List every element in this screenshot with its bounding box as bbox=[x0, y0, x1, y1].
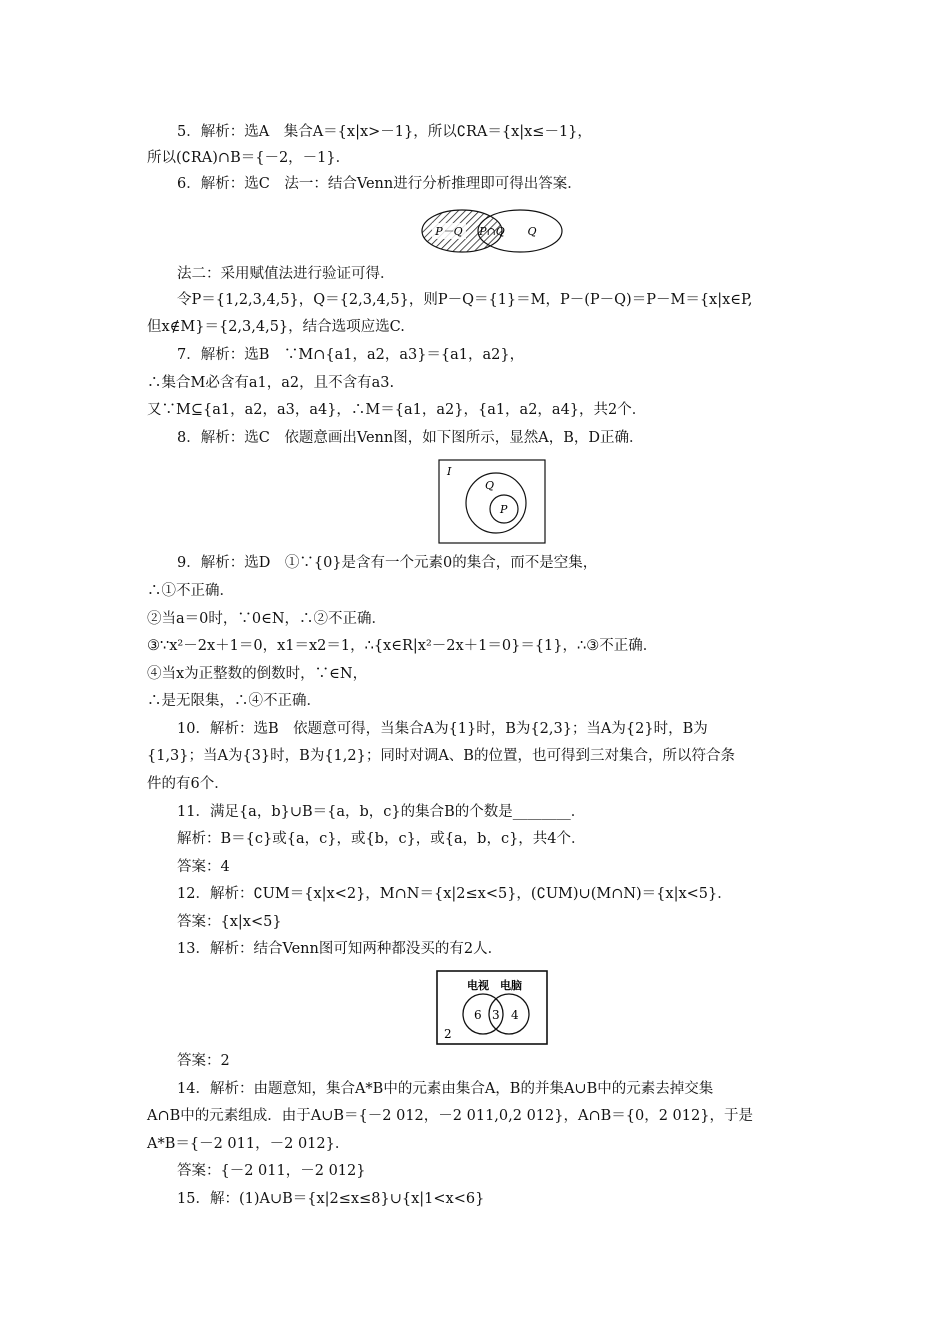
label-inner-set: P bbox=[500, 503, 508, 516]
text-line: 令P＝{1,2,3,4,5}，Q＝{2,3,4,5}，则P－Q＝{1}＝M，P－(P－Q)＝P－M＝{x|x∈P, bbox=[177, 292, 753, 308]
text-line: 所以(∁RA)∩B＝{－2，－1}． bbox=[147, 150, 351, 166]
count-both: 3 bbox=[492, 1008, 500, 1022]
label-p-minus-q: P－Q bbox=[435, 225, 463, 238]
text-line: 答案：{－2 011，－2 012} bbox=[177, 1163, 366, 1179]
text-line: ③∵x²－2x＋1＝0，x1＝x2＝1，∴{x∈R|x²－2x＋1＝0}＝{1}，∴③不正确． bbox=[147, 638, 658, 654]
text-line: 9．解析：选D ①∵{0}是含有一个元素0的集合，而不是空集， bbox=[177, 555, 598, 571]
text-line: 答案：{x|x<5} bbox=[177, 914, 282, 930]
venn-diagram-2 bbox=[438, 459, 546, 544]
text-line: 10．解析：选B 依题意可得，当集合A为{1}时，B为{2,3}；当A为{2}时，B为 bbox=[177, 721, 708, 737]
text-line: 答案：2 bbox=[177, 1053, 230, 1069]
count-neither: 2 bbox=[444, 1027, 452, 1041]
text-line: 14．解析：由题意知，集合A*B中的元素由集合A，B的并集A∪B中的元素去掉交集 bbox=[177, 1081, 714, 1097]
label-p-intersect-q: P∩Q bbox=[479, 225, 505, 238]
text-line: ∴集合M必含有a1，a2，且不含有a3. bbox=[147, 375, 395, 391]
count-only-pc: 4 bbox=[511, 1008, 519, 1022]
label-tv: 电视 bbox=[467, 979, 489, 992]
text-line: ∴是无限集，∴④不正确． bbox=[147, 693, 321, 709]
label-q: Q bbox=[527, 225, 537, 238]
text-line: 但x∉M}＝{2,3,4,5}，结合选项应选C. bbox=[147, 319, 405, 335]
text-line: 15．解：(1)A∪B＝{x|2≤x≤8}∪{x|1<x<6} bbox=[177, 1191, 485, 1207]
text-line: A*B＝{－2 011，－2 012}． bbox=[147, 1136, 350, 1152]
text-line: 法二：采用赋值法进行验证可得． bbox=[177, 266, 395, 282]
label-pc: 电脑 bbox=[500, 979, 522, 992]
label-outer-set: Q bbox=[485, 479, 495, 492]
text-line: 答案：4 bbox=[177, 859, 230, 875]
venn-diagram-1 bbox=[420, 206, 566, 256]
text-line: 解析：B＝{c}或{a，c}，或{b，c}，或{a，b，c}，共4个． bbox=[177, 831, 586, 847]
venn-diagram-3 bbox=[436, 970, 548, 1045]
text-line: 6．解析：选C 法一：结合Venn进行分析推理即可得出答案． bbox=[177, 176, 582, 192]
text-line: 又∵M⊆{a1，a2，a3，a4}，∴M＝{a1，a2}，{a1，a2，a4}，共2个． bbox=[147, 402, 647, 418]
text-line: A∩B中的元素组成．由于A∪B＝{－2 012，－2 011,0,2 012}，A∩B＝{0，2 012}，于是 bbox=[147, 1108, 753, 1124]
text-line: 13．解析：结合Venn图可知两种都没买的有2人． bbox=[177, 941, 503, 957]
text-line: 8．解析：选C 依题意画出Venn图，如下图所示，显然A，B，D正确． bbox=[177, 430, 644, 446]
text-line: 5．解析：选A 集合A＝{x|x>－1}，所以∁RA＝{x|x≤－1}， bbox=[177, 124, 592, 140]
text-line: {1,3}；当A为{3}时，B为{1,2}；同时对调A、B的位置，也可得到三对集合，所以符合条 bbox=[147, 748, 735, 764]
text-line: 件的有6个． bbox=[147, 776, 229, 792]
text-line: ④当x为正整数的倒数时，∵∈N， bbox=[147, 666, 368, 682]
label-universe: I bbox=[447, 465, 452, 478]
text-line: 12．解析：∁UM＝{x|x<2}，M∩N＝{x|2≤x<5}，(∁UM)∪(M∩N)＝{x|x<5}． bbox=[177, 886, 732, 902]
count-only-tv: 6 bbox=[474, 1008, 482, 1022]
text-line: ②当a＝0时，∵0∈N，∴②不正确． bbox=[147, 611, 387, 627]
text-line: 11．满足{a，b}∪B＝{a，b，c}的集合B的个数是________． bbox=[177, 804, 586, 820]
text-line: ∴①不正确． bbox=[147, 583, 234, 599]
text-line: 7．解析：选B ∵M∩{a1，a2，a3}＝{a1，a2}， bbox=[177, 347, 525, 363]
